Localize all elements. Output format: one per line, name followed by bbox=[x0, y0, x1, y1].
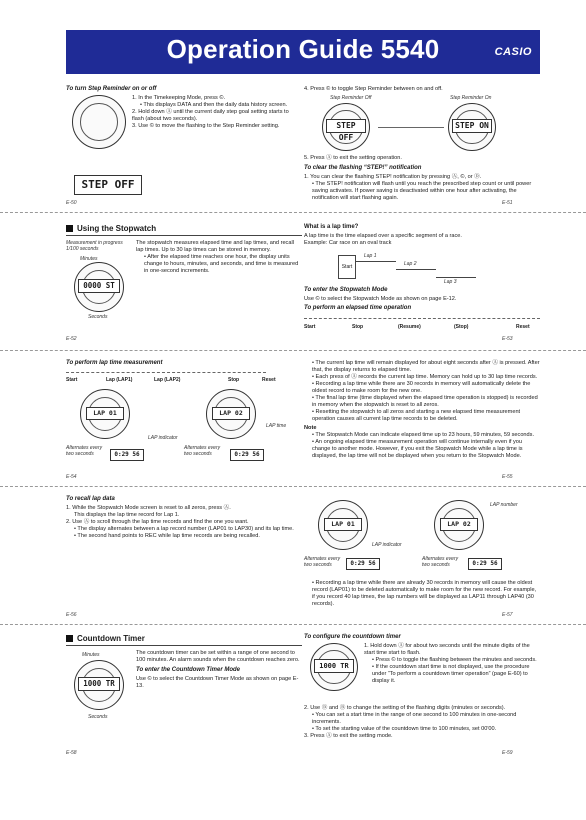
lcd-lap-time-2: 0:29 56 bbox=[230, 449, 264, 461]
lcd-stopwatch: 0000 ST bbox=[78, 279, 120, 293]
lap-bullet-1: • The current lap time will remain displayed for about eight seconds after Ⓐ is pressed. After that, the display returns to elapsed time. bbox=[312, 360, 540, 373]
heading-configure-countdown: To configure the countdown timer bbox=[304, 634, 401, 640]
recall-step-1: 1. While the Stopwatch Mode screen is reset to all zeros, press Ⓐ. bbox=[66, 505, 231, 511]
step-4: 4. Press © to toggle Step Reminder between on and off. bbox=[304, 86, 443, 92]
page-number: E-50 bbox=[66, 200, 77, 206]
flow-reset: Reset bbox=[262, 377, 276, 383]
heading-enter-stopwatch: To enter the Stopwatch Mode bbox=[304, 287, 388, 293]
page-number: E-57 bbox=[502, 612, 513, 618]
header-banner bbox=[66, 30, 540, 74]
config-bullet-3: • You can set a start time in the range of one second to 100 minutes in one-second increments. bbox=[312, 712, 517, 725]
lap-definition: A lap time is the time elapsed over a specific segment of a race. bbox=[304, 233, 462, 239]
flow-start: Start bbox=[304, 324, 316, 330]
lcd-recall-lap01: LAP 01 bbox=[324, 518, 362, 531]
note-2: • An ongoing elapsed time measurement operation will continue internally even if you change to another mode. However, if you exit the Stopwatch Mode while a lap time is displayed, the lap time will not be displayed when you return to the Stopwatch Mode. bbox=[312, 439, 523, 459]
note-heading: Note bbox=[304, 425, 317, 431]
page-e52 bbox=[66, 224, 302, 328]
caption-alternates-2: Alternates every two seconds bbox=[184, 445, 221, 457]
stopwatch-bullet: • After the elapsed time reaches one hour, the display units change to hours, minutes, and seconds, and time is measured in one-second increments. bbox=[144, 254, 299, 274]
config-bullet-1: • Press © to toggle the flashing between the minutes and seconds. bbox=[372, 657, 537, 663]
heading-lap-time: What is a lap time? bbox=[304, 224, 359, 230]
caption-lap-time: LAP time bbox=[266, 423, 287, 429]
flow-stop: Stop bbox=[352, 324, 364, 330]
lap-bullet-5: • Resetting the stopwatch to all zeros and starting a new elapsed time measurement operation causes all current lap time records to be deleted. bbox=[312, 409, 521, 422]
page-number: E-58 bbox=[66, 750, 77, 756]
step-3: 3. Use © to move the flashing to the Step Reminder setting. bbox=[132, 123, 280, 129]
lcd-step-off: STEP OFF bbox=[74, 175, 142, 195]
caption-lap-indicator: LAP indicator bbox=[148, 435, 178, 441]
flow-resume: (Resume) bbox=[398, 324, 421, 330]
heading-step-reminder: To turn Step Reminder on or off bbox=[66, 86, 157, 92]
page-e54 bbox=[66, 360, 302, 469]
enter-stopwatch-text: Use © to select the Stopwatch Mode as shown on page E-12. bbox=[304, 296, 457, 302]
flow-lap2: Lap (LAP2) bbox=[154, 377, 181, 383]
lcd-lap02: LAP 02 bbox=[212, 407, 250, 420]
caption-lap-number: LAP number bbox=[490, 502, 518, 508]
flow-stop: Stop bbox=[228, 377, 240, 383]
caption-lap-indicator: LAP indicator bbox=[372, 542, 402, 548]
config-step-2: 2. Use Ⓓ and Ⓑ to change the setting of the flashing digits (minutes or seconds). bbox=[304, 705, 506, 711]
config-bullet-2: • If the countdown start time is not displayed, use the procedure under “To perform a countdown timer operation” (page E-60) to display it. bbox=[372, 664, 530, 684]
lcd-recall-time-1: 0:29 56 bbox=[346, 558, 380, 570]
step-5: 5. Press Ⓐ to exit the setting operation. bbox=[304, 155, 402, 161]
caption-seconds: Seconds bbox=[88, 314, 108, 320]
config-step-3: 3. Press Ⓐ to exit the setting mode. bbox=[304, 733, 393, 739]
flow-lap1: Lap (LAP1) bbox=[106, 377, 133, 383]
clear-step-1: 1. You can clear the flashing STEP! notification by pressing Ⓐ, ©, or Ⓓ. bbox=[304, 174, 482, 180]
page-title: Operation Guide 5540 bbox=[166, 34, 440, 64]
heading-enter-countdown: To enter the Countdown Timer Mode bbox=[136, 667, 240, 673]
page-number: E-56 bbox=[66, 612, 77, 618]
page-e56 bbox=[66, 496, 302, 540]
lcd-lap-time-1: 0:29 56 bbox=[110, 449, 144, 461]
lap-bullet-3: • Recording a lap time while there are 30 records in memory will automatically delete the oldest record to make room for the new one. bbox=[312, 381, 531, 394]
page-e58 bbox=[66, 634, 302, 734]
flow-reset: Reset bbox=[516, 324, 530, 330]
flow-stop-2: (Stop) bbox=[454, 324, 469, 330]
note-1: • The Stopwatch Mode can indicate elapsed time up to 23 hours, 59 minutes, 59 seconds. bbox=[312, 432, 535, 438]
page-e51 bbox=[304, 86, 540, 202]
recall-bullet-1: • The display alternates between a lap record number (LAP01 to LAP30) and its lap time. bbox=[74, 526, 294, 532]
caption-seconds: Seconds bbox=[88, 714, 108, 720]
step-2: 2. Hold down Ⓐ until the current daily step goal setting starts to flash (about two seconds). bbox=[132, 109, 289, 122]
flow-start: Start bbox=[66, 377, 78, 383]
lap-example: Example: Car race on an oval track bbox=[304, 240, 392, 246]
recall-step-2: 2. Use Ⓐ to scroll through the lap time records and find the one you want. bbox=[66, 519, 249, 525]
page-number: E-52 bbox=[66, 336, 77, 342]
heading-lap-measurement: To perform lap time measurement bbox=[66, 360, 163, 366]
lcd-config: 1000 TR bbox=[314, 659, 354, 673]
clear-step-bullet: • The STEP! notification will flash until you reach the prescribed step count or until power saving activates. If power saving is deactivated within one hour after activating, the notification will start flashing again. bbox=[312, 181, 532, 201]
page-e53 bbox=[304, 224, 540, 334]
recall-step-1-note: This displays the lap time record for Lap 1. bbox=[74, 512, 180, 518]
config-step-1: 1. Hold down Ⓐ for about two seconds until the minute digits of the start time start to flash. bbox=[364, 643, 530, 656]
page-e50 bbox=[66, 86, 302, 195]
lcd-recall-lap02: LAP 02 bbox=[440, 518, 478, 531]
caption-alternates-2: Alternates every two seconds bbox=[422, 556, 459, 568]
section-stopwatch: Using the Stopwatch bbox=[66, 224, 302, 236]
page-e55 bbox=[304, 360, 540, 460]
elapsed-flow bbox=[304, 314, 540, 334]
recall-note: • Recording a lap time while there are already 30 records in memory will cause the oldest record (LAP01) to be deleted automatically to make room for the new record. For example, if you record 40 lap times, the lap numbers will be displayed as LAP11 through LAP40 (30 records). bbox=[312, 580, 537, 607]
lap-diagram bbox=[304, 247, 540, 287]
watch-illustration bbox=[72, 95, 126, 149]
label-step-off: Step Reminder Off bbox=[330, 95, 372, 101]
caption-minutes: Minutes bbox=[80, 256, 98, 262]
start-box: Start bbox=[338, 255, 356, 279]
page-e57 bbox=[304, 496, 540, 608]
caption-alternates: Alternates every two seconds bbox=[66, 445, 103, 457]
label-step-on: Step Reminder On bbox=[450, 95, 492, 101]
heading-recall: To recall lap data bbox=[66, 496, 115, 502]
lcd-step-off: STEP OFF bbox=[326, 119, 366, 133]
page-e59 bbox=[304, 634, 540, 740]
page-number: E-59 bbox=[502, 750, 513, 756]
page-number: E-53 bbox=[502, 336, 513, 342]
config-bullet-4: • To set the starting value of the countdown time to 100 minutes, set 00'00. bbox=[312, 726, 497, 732]
lcd-lap01: LAP 01 bbox=[86, 407, 124, 420]
page-number: E-55 bbox=[502, 474, 513, 480]
stopwatch-description: The stopwatch measures elapsed time and lap times, and recall lap times. Up to 30 lap times can be stored in memory. bbox=[136, 240, 294, 253]
lap-2-label: Lap 2 bbox=[404, 261, 417, 267]
page-number: E-54 bbox=[66, 474, 77, 480]
lap-3-label: Lap 3 bbox=[444, 279, 457, 285]
lcd-recall-time-2: 0:29 56 bbox=[468, 558, 502, 570]
recall-bullet-2: • The second hand points to REC while lap time records are being recalled. bbox=[74, 533, 260, 539]
countdown-description: The countdown timer can be set within a range of one second to 100 minutes. An alarm sounds when the countdown reaches zero. bbox=[136, 650, 300, 663]
heading-clear-notification: To clear the flashing “STEP!” notification bbox=[304, 165, 422, 171]
caption-alternates: Alternates every two seconds bbox=[304, 556, 341, 568]
lcd-countdown: 1000 TR bbox=[78, 677, 120, 691]
lap-bullet-4: • The final lap time (time displayed when the elapsed time operation is stopped) is recorded in memory when the stopwatch is reset to all zeros. bbox=[312, 395, 538, 408]
brand-logo: CASIO bbox=[494, 46, 532, 58]
lap-1-label: Lap 1 bbox=[364, 253, 377, 259]
caption-minutes: Minutes bbox=[82, 652, 100, 658]
page-number: E-51 bbox=[502, 200, 513, 206]
enter-countdown-text: Use © to select the Countdown Timer Mode as shown on page E-13. bbox=[136, 676, 299, 689]
lap-bullet-2: • Each press of Ⓐ records the current lap time. Memory can hold up to 30 lap time records. bbox=[312, 374, 538, 380]
heading-elapsed: To perform an elapsed time operation bbox=[304, 305, 412, 311]
lcd-step-on: STEP ON bbox=[452, 119, 492, 133]
step-1-bullet: • This displays DATA and then the daily data history screen. bbox=[140, 102, 288, 108]
step-1: 1. In the Timekeeping Mode, press ©. bbox=[132, 95, 226, 101]
caption-measurement: Measurement in progress 1/100 seconds bbox=[66, 240, 123, 252]
section-countdown: Countdown Timer bbox=[66, 634, 302, 646]
